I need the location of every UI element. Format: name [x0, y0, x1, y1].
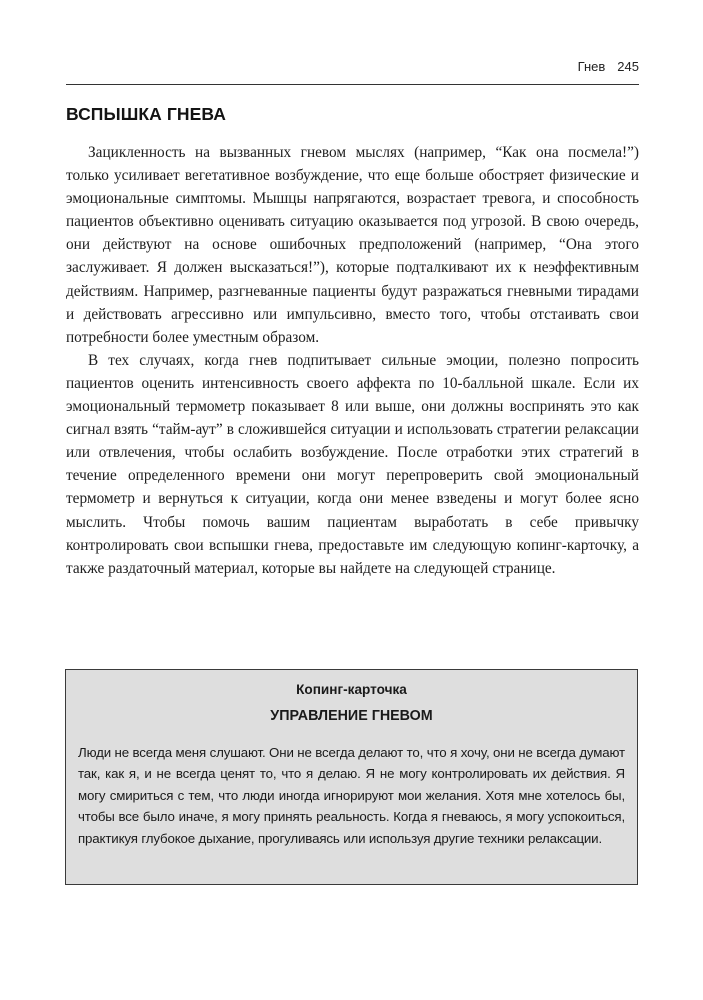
coping-card-label: Копинг-карточка	[296, 682, 407, 697]
body-text	[66, 141, 639, 580]
paragraph: Зацикленность на вызванных гневом мыслях (например, “Как она посмела!”) только усиливает вегетативное возбуждение, что еще больше обостряет физические и эмоциональные симптомы. Мышцы напрягаются, возрастает тревога, и способность пациентов объективно оценивать ситуацию оказывается под угрозой. В свою очередь, они действуют на основе ошибочных предположений (например, “Она этого заслуживает. Я должен высказаться!”), которые подталкивают их к неэффективным действиям. Например, разгневанные пациенты будут разражаться гневными тирадами и действовать агрессивно или импульсивно, вместо того, чтобы отстаивать свои потребности более уместным образом.	[66, 144, 639, 346]
coping-card-title: УПРАВЛЕНИЕ ГНЕВОМ	[270, 708, 433, 724]
coping-card-text: Люди не всегда меня слушают. Они не всегда делают то, что я хочу, они не всегда думают так, как я, и не всегда ценят то, что я делаю. Я не могу контролировать их действия. Я могу смириться с тем, что люди иногда игнорируют мои желания. Хотя мне хотелось бы, чтобы все было иначе, я могу принять реальность. Когда я гневаюсь, я могу успокоиться, практикуя глубокое дыхание, прогуливаясь или используя другие техники релаксации.	[78, 745, 625, 846]
running-head-chapter: Гнев	[577, 59, 606, 74]
section-title: ВСПЫШКА ГНЕВА	[66, 104, 227, 124]
page-number: 245	[617, 59, 639, 74]
running-head	[66, 58, 639, 85]
paragraph: В тех случаях, когда гнев подпитывает сильные эмоции, полезно попросить пациентов оценить интенсивность своего аффекта по 10-балльной шкале. Если их эмоциональный термометр показывает 8 или выше, они должны воспринять это как сигнал взять “тайм-аут” в сложившейся ситуации и использовать стратегии релаксации или отвлечения, чтобы ослабить возбуждение. После отработки этих стратегий в течение определенного времени они могут перепроверить свой эмоциональный термометр и вернуться к ситуации, когда они менее взведены и могут более ясно мыслить. Чтобы помочь вашим пациентам выработать в себе привычку контролировать свои вспышки гнева, предоставьте им следующую копинг-карточку, а также раздаточный материал, которые вы найдете на следующей странице.	[66, 351, 639, 577]
coping-card-box	[65, 669, 638, 885]
